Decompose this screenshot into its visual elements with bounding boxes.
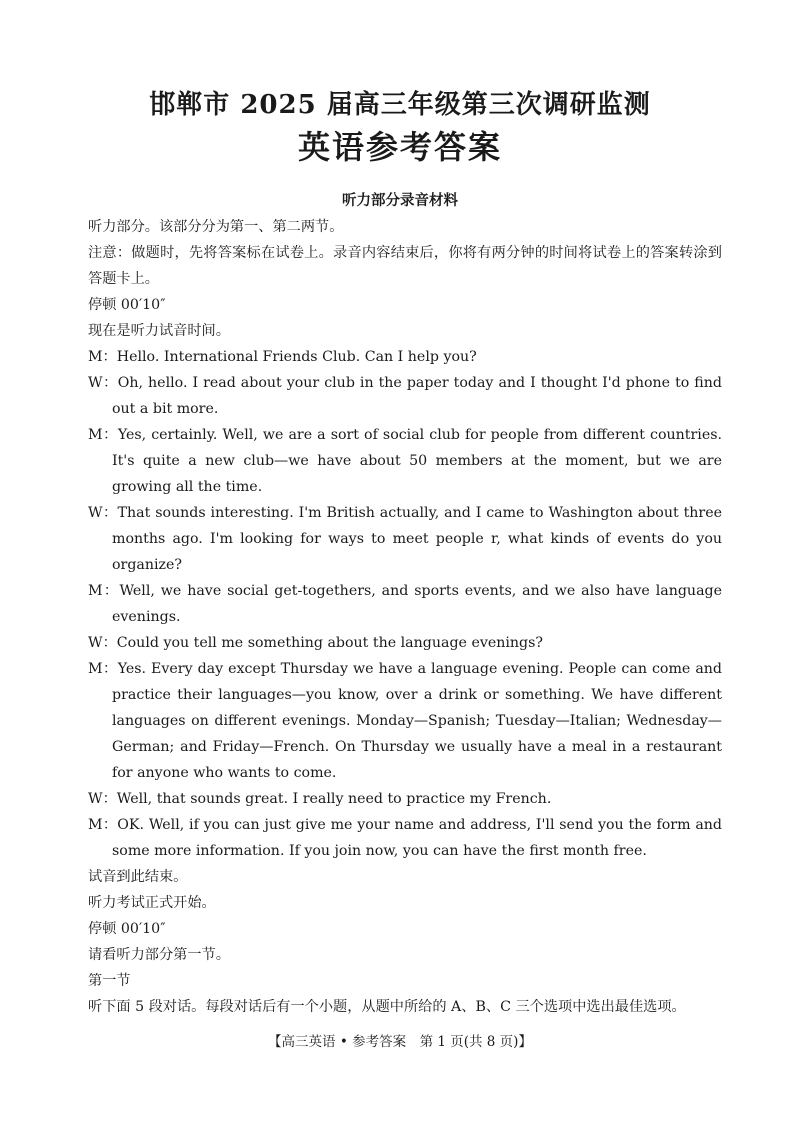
- outro-line: 听力考试正式开始。: [88, 895, 216, 911]
- outro-line: 听下面 5 段对话。每段对话后有一个小题，从题中所给的 A、B、C 三个选项中选出最佳选项。: [88, 999, 686, 1015]
- outro-line: 试音到此结束。: [88, 869, 188, 885]
- intro-line: 听力部分。该部分分为第一、第二两节。: [88, 219, 344, 235]
- document-subtitle: 英语参考答案: [297, 128, 502, 166]
- speaker-label: W：: [88, 635, 117, 651]
- speaker-label: M：: [88, 583, 120, 599]
- dialogue-text: Yes, certainly. Well, we are a sort of social club for people from different countries. It's quite a new club—we have about 50 members at the moment, but we are growing all the time.: [112, 427, 723, 495]
- dialogue-text: Well, that sounds great. I really need to practice my French.: [116, 791, 552, 807]
- speaker-label: W：: [88, 505, 118, 521]
- dialogue-text: Oh, hello. I read about your club in the paper today and I thought I'd phone to find out a bit more.: [112, 375, 722, 417]
- dialogue-turn: [88, 422, 722, 500]
- page-footer: 【高三英语 • 参考答案 第 1 页(共 8 页)】: [268, 1034, 532, 1050]
- intro-line: 停顿 00′10″: [88, 297, 166, 313]
- intro-line: 现在是听力试音时间。: [88, 323, 230, 339]
- dialogue-turn: [88, 656, 722, 786]
- dialogue-turn: [88, 500, 722, 578]
- dialogue-turn: [88, 578, 722, 630]
- dialogue-turn: [88, 812, 722, 864]
- dialogue-text: Hello. International Friends Club. Can I help you?: [116, 349, 477, 365]
- dialogue-text: Could you tell me something about the language evenings?: [116, 635, 544, 651]
- dialogue-turn: [88, 786, 722, 812]
- speaker-label: M：: [88, 349, 117, 365]
- dialogue-text: That sounds interesting. I'm British actually, and I came to Washington about three months ago. I'm looking for ways to meet people r, what kinds of events do you organize?: [112, 505, 722, 573]
- dialogue-turn: [88, 344, 722, 370]
- dialogue-text: OK. Well, if you can just give me your name and address, I'll send you the form and some more information. If you join now, you can have the first month free.: [112, 817, 722, 859]
- dialogue-turn: [88, 630, 722, 656]
- dialogue-text: Yes. Every day except Thursday we have a language evening. People can come and practice their languages—you know, over a drink or something. We have different languages on different evenings. Monday—Spanish; Tuesday—Italian; Wednesday—German; and Friday—French. On Thursday we usually have a meal in a restaurant for anyone who wants to come.: [112, 661, 722, 781]
- speaker-label: W：: [88, 791, 117, 807]
- dialogue-turn: [88, 370, 722, 422]
- document-body: [88, 214, 722, 1020]
- speaker-label: M：: [88, 661, 118, 677]
- section-heading: 听力部分录音材料: [342, 192, 458, 209]
- outro-line: 停顿 00′10″: [88, 921, 166, 937]
- speaker-label: M：: [88, 427, 118, 443]
- outro-line: 第一节: [88, 973, 131, 989]
- speaker-label: W：: [88, 375, 118, 391]
- intro-line: 注意：做题时，先将答案标在试卷上。录音内容结束后，你将有两分钟的时间将试卷上的答案转涂到答题卡上。: [88, 245, 722, 287]
- document-title: 邯郸市 2025 届高三年级第三次调研监测: [149, 90, 651, 120]
- dialogue-text: Well, we have social get-togethers, and sports events, and we also have language evenings.: [112, 583, 722, 625]
- speaker-label: M：: [88, 817, 118, 833]
- outro-line: 请看听力部分第一节。: [88, 947, 230, 963]
